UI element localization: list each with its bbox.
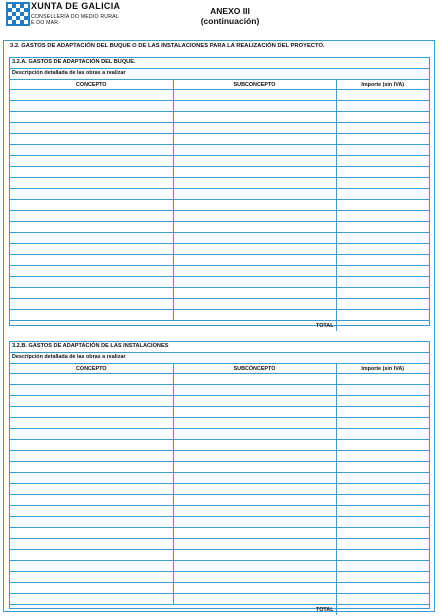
importe-field[interactable]: [336, 517, 429, 528]
importe-field[interactable]: [336, 244, 429, 255]
concepto-field[interactable]: [10, 374, 173, 385]
subconcepto-field[interactable]: [173, 233, 336, 244]
table-row: [10, 178, 429, 189]
table-row: [10, 407, 429, 418]
table-row: [10, 451, 429, 462]
subconcepto-field[interactable]: [173, 484, 336, 495]
table-row: [10, 189, 429, 200]
subconcepto-field[interactable]: [173, 583, 336, 594]
subconcepto-field[interactable]: [173, 189, 336, 200]
importe-field[interactable]: [336, 385, 429, 396]
importe-field[interactable]: [336, 288, 429, 299]
subconcepto-field[interactable]: [173, 473, 336, 484]
importe-field[interactable]: [336, 396, 429, 407]
table-row: [10, 211, 429, 222]
concepto-field[interactable]: [10, 561, 173, 572]
table-row: [10, 277, 429, 288]
table-row: [10, 396, 429, 407]
table-row: [10, 539, 429, 550]
divider: [10, 352, 429, 353]
importe-field[interactable]: [336, 189, 429, 200]
concepto-field[interactable]: [10, 495, 173, 506]
total-label: TOTAL: [10, 605, 336, 616]
main-title: 3.2. GASTOS DE ADAPTACIÓN DEL BUQUE O DE LAS INSTALACIONES PARA LA REALIZACIÓN DEL PROYECTO.: [10, 43, 325, 49]
importe-field[interactable]: [336, 90, 429, 101]
concepto-field[interactable]: [10, 385, 173, 396]
concepto-field[interactable]: [10, 277, 173, 288]
table-row: [10, 101, 429, 112]
importe-field[interactable]: [336, 528, 429, 539]
subconcepto-field[interactable]: [173, 211, 336, 222]
subconcepto-field[interactable]: [173, 528, 336, 539]
concepto-field[interactable]: [10, 440, 173, 451]
importe-field[interactable]: [336, 451, 429, 462]
divider: [10, 68, 429, 69]
column-header-importe: Importe (sin IVA): [336, 80, 429, 90]
importe-field[interactable]: [336, 583, 429, 594]
table-row: [10, 594, 429, 605]
subconcepto-field[interactable]: [173, 288, 336, 299]
concepto-field[interactable]: [10, 156, 173, 167]
table-row: [10, 200, 429, 211]
concepto-field[interactable]: [10, 211, 173, 222]
concepto-field[interactable]: [10, 145, 173, 156]
subconcepto-field[interactable]: [173, 418, 336, 429]
subconcepto-field[interactable]: [173, 429, 336, 440]
subconcepto-field[interactable]: [173, 561, 336, 572]
table-row: [10, 90, 429, 101]
table-row: [10, 134, 429, 145]
concepto-field[interactable]: [10, 418, 173, 429]
table-row: [10, 374, 429, 385]
importe-field[interactable]: [336, 407, 429, 418]
section-a-table: [10, 80, 429, 331]
subconcepto-field[interactable]: [173, 145, 336, 156]
subconcepto-field[interactable]: [173, 101, 336, 112]
subconcepto-field[interactable]: [173, 462, 336, 473]
concepto-field[interactable]: [10, 594, 173, 605]
section-a-rows: [10, 90, 429, 321]
concepto-field[interactable]: [10, 550, 173, 561]
table-row: [10, 310, 429, 321]
subconcepto-field[interactable]: [173, 123, 336, 134]
importe-field[interactable]: [336, 440, 429, 451]
subconcepto-field[interactable]: [173, 244, 336, 255]
subconcepto-field[interactable]: [173, 407, 336, 418]
table-row: [10, 484, 429, 495]
table-row: [10, 561, 429, 572]
importe-field[interactable]: [336, 233, 429, 244]
concepto-field[interactable]: [10, 572, 173, 583]
org-dept-line1: CONSELLERÍA DO MEDIO RURAL: [31, 14, 119, 20]
importe-field[interactable]: [336, 266, 429, 277]
table-row: [10, 550, 429, 561]
concepto-field[interactable]: [10, 484, 173, 495]
table-row: [10, 517, 429, 528]
total-value-field[interactable]: [336, 605, 429, 616]
concepto-field[interactable]: [10, 244, 173, 255]
importe-field[interactable]: [336, 429, 429, 440]
importe-field[interactable]: [336, 299, 429, 310]
table-row: [10, 288, 429, 299]
subconcepto-field[interactable]: [173, 506, 336, 517]
subconcepto-field[interactable]: [173, 310, 336, 321]
table-row: [10, 385, 429, 396]
table-row: [10, 112, 429, 123]
subconcepto-field[interactable]: [173, 255, 336, 266]
subconcepto-field[interactable]: [173, 266, 336, 277]
subconcepto-field[interactable]: [173, 451, 336, 462]
concepto-field[interactable]: [10, 233, 173, 244]
importe-field[interactable]: [336, 594, 429, 605]
table-row: [10, 440, 429, 451]
table-row: [10, 506, 429, 517]
org-department: [31, 14, 119, 26]
importe-field[interactable]: [336, 550, 429, 561]
concepto-field[interactable]: [10, 506, 173, 517]
concepto-field[interactable]: [10, 310, 173, 321]
importe-field[interactable]: [336, 123, 429, 134]
concepto-field[interactable]: [10, 255, 173, 266]
table-row: [10, 418, 429, 429]
importe-field[interactable]: [336, 495, 429, 506]
section-a-title: 3.2.A. GASTOS DE ADAPTACIÓN DEL BUQUE.: [12, 59, 136, 65]
page-header: [0, 0, 439, 40]
importe-field[interactable]: [336, 462, 429, 473]
total-label: TOTAL: [10, 321, 336, 332]
importe-field[interactable]: [336, 101, 429, 112]
subconcepto-field[interactable]: [173, 594, 336, 605]
concepto-field[interactable]: [10, 200, 173, 211]
concepto-field[interactable]: [10, 167, 173, 178]
subconcepto-field[interactable]: [173, 156, 336, 167]
concepto-field[interactable]: [10, 222, 173, 233]
table-row: [10, 572, 429, 583]
table-row: [10, 167, 429, 178]
importe-field[interactable]: [336, 255, 429, 266]
importe-field[interactable]: [336, 112, 429, 123]
concepto-field[interactable]: [10, 407, 173, 418]
concepto-field[interactable]: [10, 299, 173, 310]
subconcepto-field[interactable]: [173, 112, 336, 123]
section-a-subtitle: Descripción detallada de las obras a realizar: [12, 70, 126, 76]
concepto-field[interactable]: [10, 539, 173, 550]
section-b-rows: [10, 374, 429, 605]
table-row: [10, 123, 429, 134]
concepto-field[interactable]: [10, 189, 173, 200]
table-row: [10, 583, 429, 594]
importe-field[interactable]: [336, 418, 429, 429]
subconcepto-field[interactable]: [173, 134, 336, 145]
importe-field[interactable]: [336, 277, 429, 288]
importe-field[interactable]: [336, 473, 429, 484]
concepto-field[interactable]: [10, 123, 173, 134]
table-row: [10, 266, 429, 277]
importe-field[interactable]: [336, 156, 429, 167]
table-row: [10, 528, 429, 539]
importe-field[interactable]: [336, 539, 429, 550]
subconcepto-field[interactable]: [173, 517, 336, 528]
concepto-field[interactable]: [10, 583, 173, 594]
subconcepto-field[interactable]: [173, 222, 336, 233]
table-row: [10, 255, 429, 266]
subconcepto-field[interactable]: [173, 178, 336, 189]
importe-field[interactable]: [336, 310, 429, 321]
concepto-field[interactable]: [10, 528, 173, 539]
importe-field[interactable]: [336, 222, 429, 233]
concepto-field[interactable]: [10, 429, 173, 440]
importe-field[interactable]: [336, 178, 429, 189]
table-row: [10, 156, 429, 167]
concepto-field[interactable]: [10, 288, 173, 299]
concepto-field[interactable]: [10, 517, 173, 528]
concepto-field[interactable]: [10, 101, 173, 112]
table-row: [10, 429, 429, 440]
concepto-field[interactable]: [10, 462, 173, 473]
column-header-concepto: CONCEPTO: [10, 80, 173, 90]
concepto-field[interactable]: [10, 134, 173, 145]
subconcepto-field[interactable]: [173, 385, 336, 396]
subconcepto-field[interactable]: [173, 550, 336, 561]
importe-field[interactable]: [336, 167, 429, 178]
annex-subtitle: (continuación): [200, 16, 260, 26]
subconcepto-field[interactable]: [173, 440, 336, 451]
importe-field[interactable]: [336, 211, 429, 222]
column-header-concepto: CONCEPTO: [10, 364, 173, 374]
concepto-field[interactable]: [10, 178, 173, 189]
annex-heading: [200, 6, 260, 26]
subconcepto-field[interactable]: [173, 90, 336, 101]
concepto-field[interactable]: [10, 266, 173, 277]
table-row: [10, 233, 429, 244]
importe-field[interactable]: [336, 134, 429, 145]
annex-title: ANEXO III: [210, 6, 250, 16]
subconcepto-field[interactable]: [173, 200, 336, 211]
concepto-field[interactable]: [10, 451, 173, 462]
table-row: [10, 145, 429, 156]
table-row: [10, 222, 429, 233]
total-value-field[interactable]: [336, 321, 429, 332]
concepto-field[interactable]: [10, 90, 173, 101]
section-a: [9, 57, 430, 329]
org-name: XUNTA DE GALICIA: [31, 1, 121, 11]
subconcepto-field[interactable]: [173, 374, 336, 385]
column-header-importe: Importe (sin IVA): [336, 364, 429, 374]
section-b-subtitle: Descripción detallada de las obras a realizar: [12, 354, 126, 360]
importe-field[interactable]: [336, 374, 429, 385]
importe-field[interactable]: [336, 145, 429, 156]
org-dept-line2: E DO MAR: [31, 20, 59, 27]
column-header-subconcepto: SUBCONCEPTO: [173, 80, 336, 90]
subconcepto-field[interactable]: [173, 495, 336, 506]
subconcepto-field[interactable]: [173, 572, 336, 583]
concepto-field[interactable]: [10, 396, 173, 407]
table-row: [10, 473, 429, 484]
column-header-subconcepto: SUBCONCEPTO: [173, 364, 336, 374]
importe-field[interactable]: [336, 572, 429, 583]
importe-field[interactable]: [336, 506, 429, 517]
table-row: [10, 299, 429, 310]
table-row: [10, 244, 429, 255]
xunta-logo-icon: [6, 2, 30, 26]
subconcepto-field[interactable]: [173, 396, 336, 407]
subconcepto-field[interactable]: [173, 299, 336, 310]
concepto-field[interactable]: [10, 112, 173, 123]
subconcepto-field[interactable]: [173, 277, 336, 288]
section-b-table: [10, 364, 429, 615]
concepto-field[interactable]: [10, 473, 173, 484]
importe-field[interactable]: [336, 561, 429, 572]
table-row: [10, 495, 429, 506]
subconcepto-field[interactable]: [173, 167, 336, 178]
importe-field[interactable]: [336, 200, 429, 211]
importe-field[interactable]: [336, 484, 429, 495]
table-row: [10, 462, 429, 473]
section-b: [9, 341, 430, 613]
section-b-title: 3.2.B. GASTOS DE ADAPTACIÓN DE LAS INSTALACIONES: [12, 343, 169, 349]
subconcepto-field[interactable]: [173, 539, 336, 550]
